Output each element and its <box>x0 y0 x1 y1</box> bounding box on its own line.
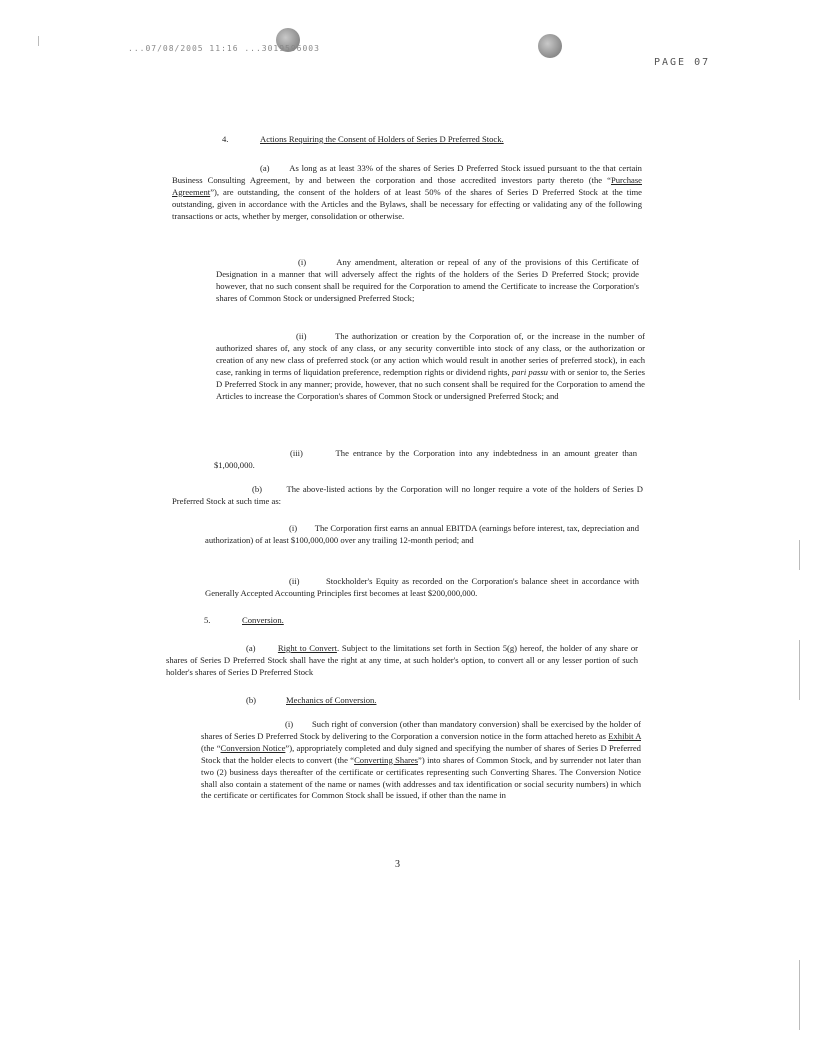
defined-term: Converting Shares <box>354 754 419 765</box>
scan-mark <box>799 960 800 1030</box>
paragraph-title: Right to Convert <box>277 643 337 653</box>
section-number: 5. <box>204 615 211 625</box>
paragraph-label: (b) <box>252 484 263 494</box>
paragraph-4a: (a) As long as at least 33% of the shares of Series D Preferred Stock issued pursuant to the that certain Business Consulting Agreement, by and between the corporation and those accredited investors party thereto (the “Purchase Agreement”), are outstanding, the consent of the holders of at least 50% of the shares of Series D Preferred Stock at the time outstanding, given in accordance with the Articles and the Bylaws, shall be necessary for effecting or validating any of the following transactions or acts, whether by merger, consolidation or otherwise. <box>172 163 642 221</box>
paragraph-4b-ii: (ii) Stockholder's Equity as recorded on the Corporation's balance sheet in accordance with Generally Accepted Accounting Principles first becomes at least $200,000,000. <box>205 576 639 598</box>
italic-term: pari passu <box>511 366 548 377</box>
scan-mark <box>799 640 800 700</box>
section-title: Conversion. <box>242 615 284 625</box>
paragraph-label: (a) <box>260 163 270 173</box>
paragraph-label: (ii) <box>296 331 307 341</box>
paragraph-5b-i: (i) Such right of conversion (other than mandatory conversion) shall be exercised by the holder of shares of Series D Preferred Stock by delivering to the Corporation a conversion notice in the form attached hereto as Exhibit A (the “Conversion Notice”), appropriately completed and duly signed and specifying the number of shares of Series D Preferred Stock that the holder elects to convert (the “Converting Shares”) into shares of Common Stock, and by surrender not later than two (2) business days thereafter of the certificate or certificates representing such Converting Shares. The Conversion Notice shall also contain a statement of the name or names (with addresses and tax identification or social security numbers) in which the certificate or certificates for Common Stock shall be issued, if other than the name in <box>201 719 642 801</box>
section-title: Actions Requiring the Consent of Holders of Series D Preferred Stock. <box>260 134 504 144</box>
defined-term: Purchase Agreement <box>172 174 642 197</box>
section-4-heading <box>222 133 504 145</box>
paragraph-label: (b) <box>246 695 257 705</box>
paragraph-4a-iii: (iii) The entrance by the Corporation into any indebtedness in an amount greater than $1,000,000. <box>214 448 637 470</box>
paragraph-4b: (b) The above-listed actions by the Corporation will no longer require a vote of the holders of Series D Preferred Stock at such time as: <box>172 484 644 506</box>
paragraph-5a: (a) Right to Convert. Subject to the limitations set forth in Section 5(g) hereof, the holder of any share or shares of Series D Preferred Stock shall have the right at any time, at such holder's option, to convert all or any lesser portion of such holder's shares of Series D Preferred Stock <box>166 643 638 677</box>
section-number: 4. <box>222 134 229 144</box>
page-number: 3 <box>395 859 400 870</box>
paragraph-4b-i: (i) The Corporation first earns an annual EBITDA (earnings before interest, tax, depreciation and authorization) of at least $100,000,000 over any trailing 12-month period; and <box>205 523 639 545</box>
paragraph-label: (i) <box>298 257 307 267</box>
exhibit-reference: Exhibit A <box>608 730 641 741</box>
fax-header: ...07/08/2005 11:16 ...3019596003 <box>128 44 320 53</box>
paragraph-title: Mechanics of Conversion. <box>286 695 377 705</box>
paragraph-4a-ii: (ii) The authorization or creation by the Corporation of, or the increase in the number of authorized shares of, any stock of any class, or any security convertible into stock of any class, or the authorization or creation of any new class of preferred stock (or any action which would result in another series of preferred stock), in each case, ranking in terms of liquidation preference, redemption rights or dividend rights, pari passu with or senior to, the Series D Preferred Stock in any manner; provide, however, that no such consent shall be required for the Corporation to amend the Articles to increase the Corporation's shares of Common Stock or undersigned Preferred Stock; and <box>216 331 645 401</box>
paragraph-5b-heading <box>246 694 376 706</box>
section-5-heading <box>204 614 284 626</box>
defined-term: Conversion Notice <box>220 742 286 753</box>
scan-mark <box>38 36 39 46</box>
punch-hole <box>538 34 562 58</box>
paragraph-label: (ii) <box>289 576 300 586</box>
paragraph-4a-i: (i) Any amendment, alteration or repeal of any of the provisions of this Certificate of Designation in a manner that will adversely affect the rights of the holders of the Series D Preferred Stock; provide however, that no such consent shall be required for the Corporation to amend the Certificate to increase the Corporation's shares of Common Stock or undersigned Preferred Stock; <box>216 257 639 303</box>
paragraph-label: (i) <box>289 523 298 533</box>
paragraph-label: (a) <box>246 643 256 653</box>
scan-mark <box>799 540 800 570</box>
paragraph-label: (i) <box>285 719 294 729</box>
paragraph-label: (iii) <box>290 448 303 458</box>
fax-page-label: PAGE 07 <box>654 57 711 68</box>
